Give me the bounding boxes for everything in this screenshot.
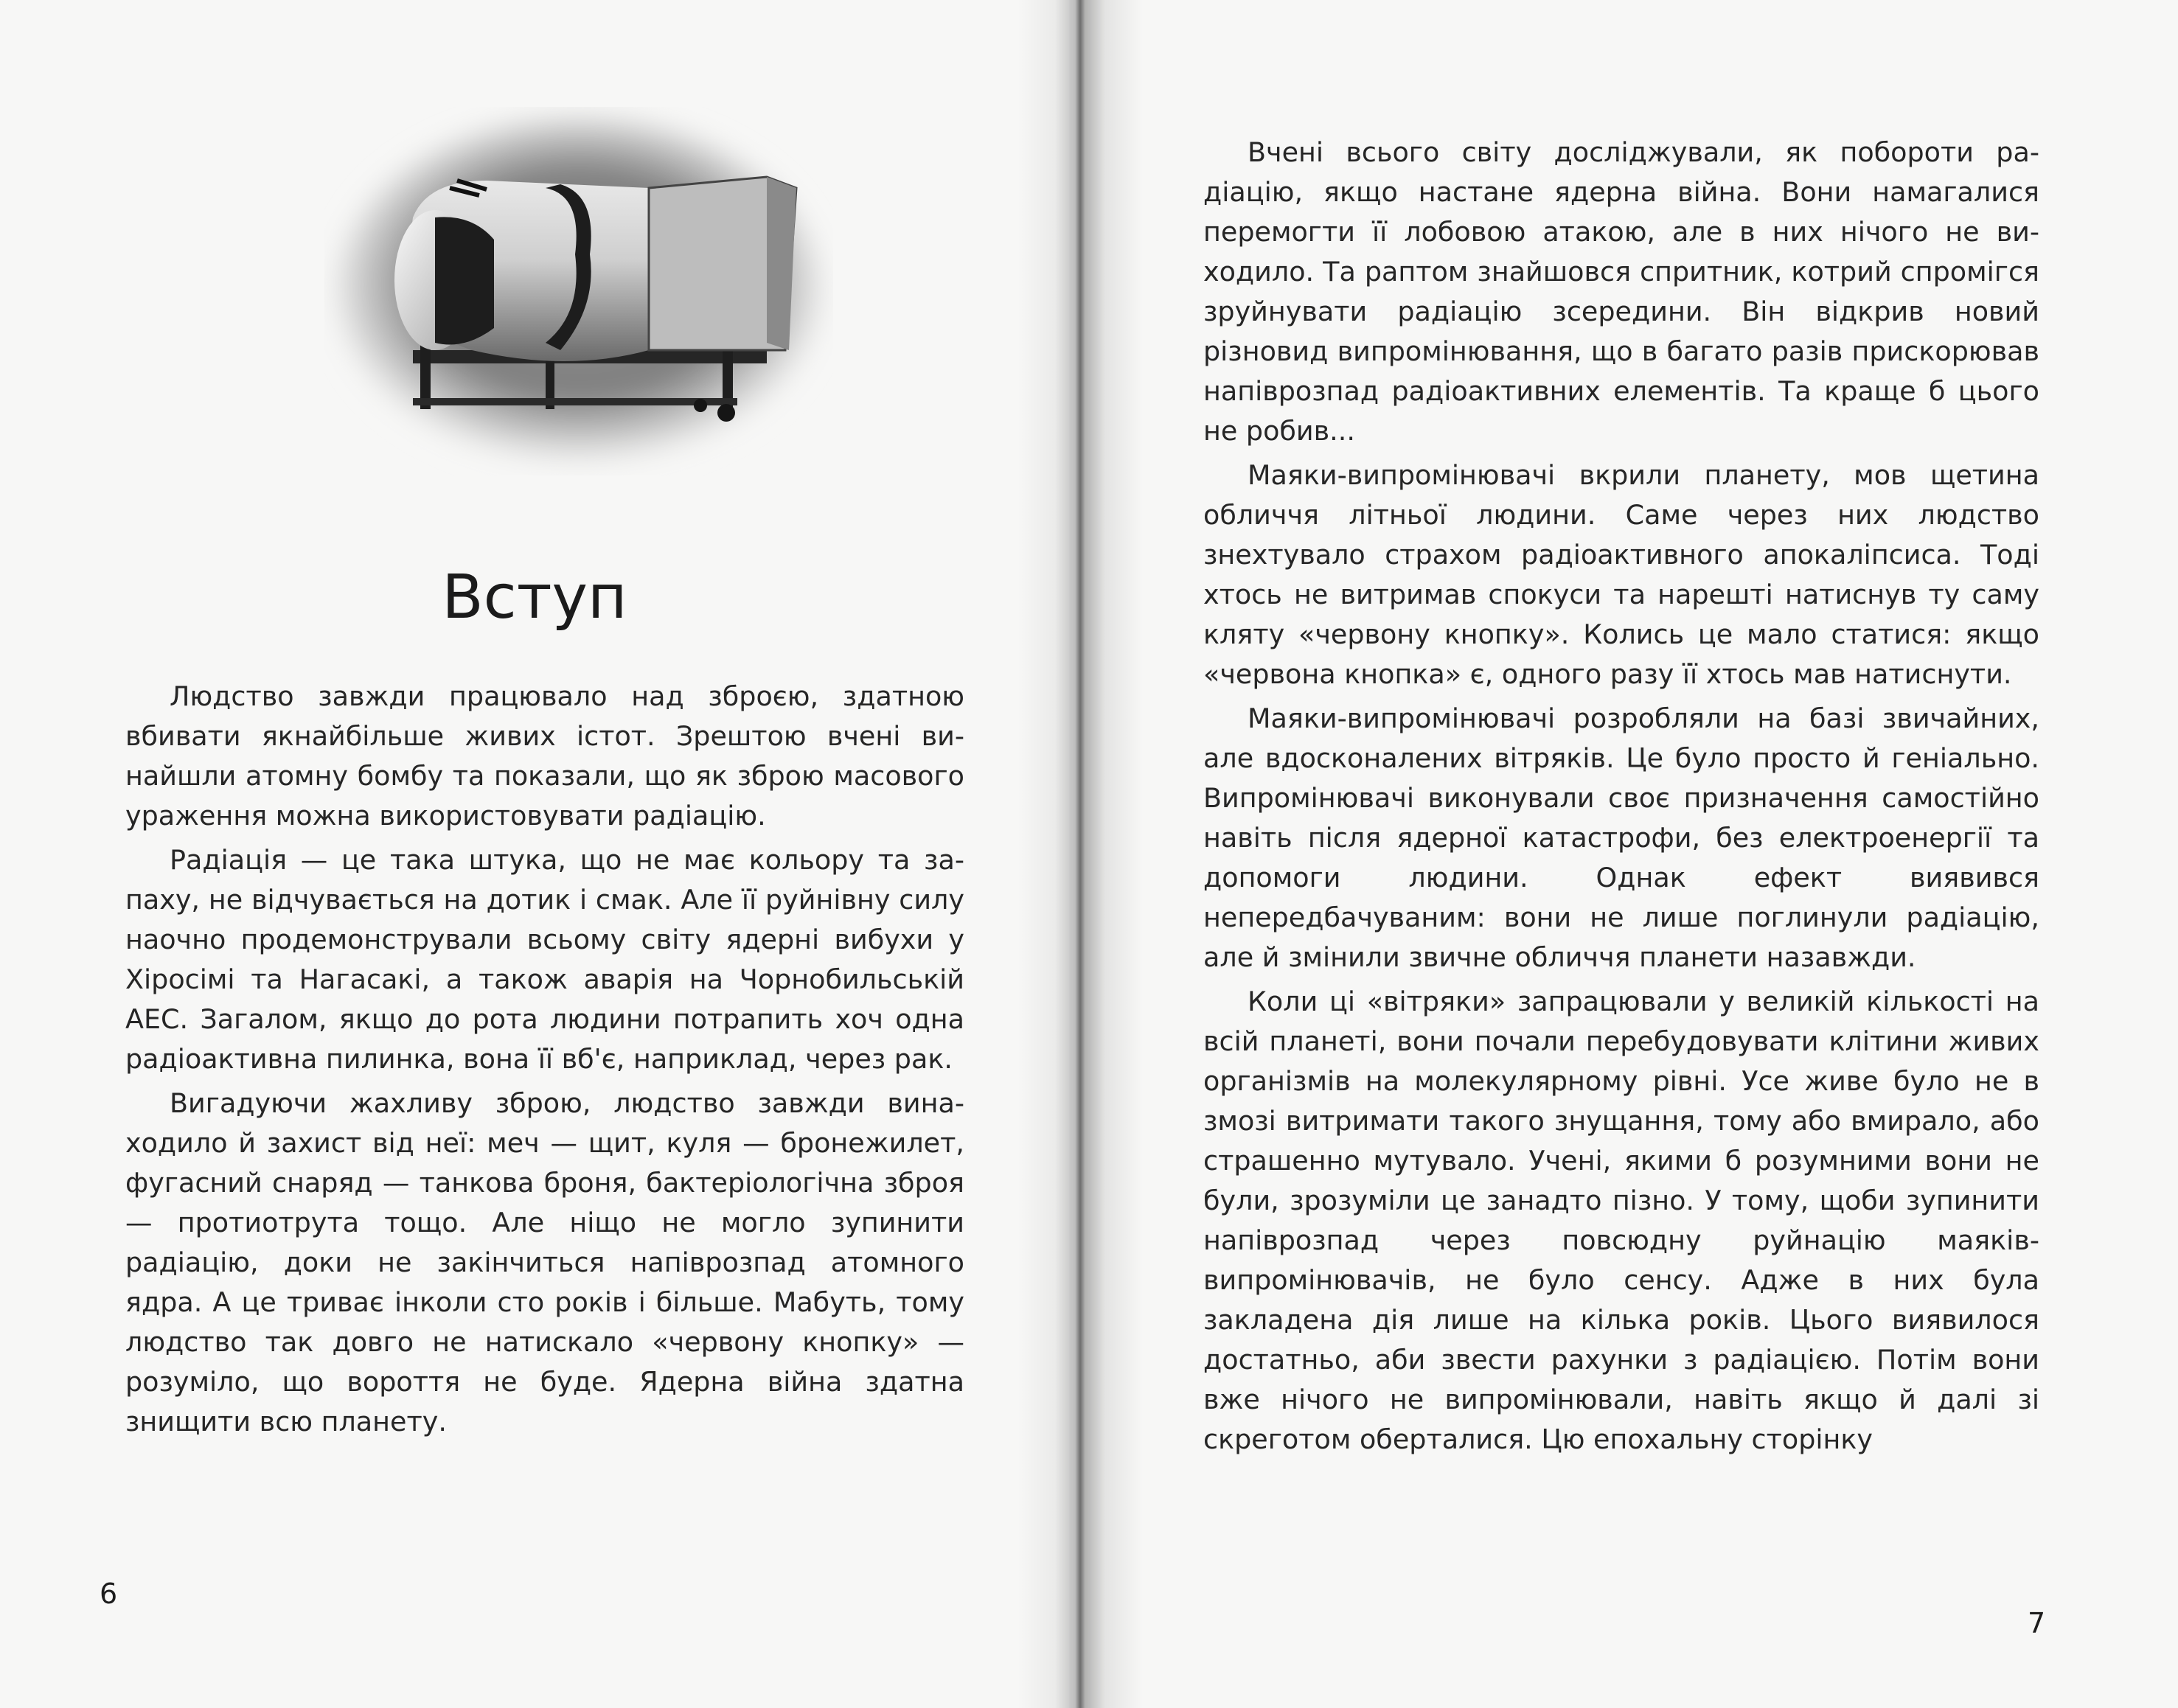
page-number-right: 7 bbox=[2028, 1607, 2046, 1639]
paragraph: Маяки-випромінювачі вкрили планету, мов щетина обличчя літньої людини. Саме через них людство знехтувало страхом радіоактивного апокаліпсиса. Тоді хтось не витримав спокуси та нарешті натиснув ту саму кляту «червону кнопку». Колись це мало статися: якщо «червона кнопка» є, одного разу її хтось мав натиснути. bbox=[1203, 459, 2039, 690]
right-body-text bbox=[1203, 133, 2039, 1464]
paragraph: Вигадуючи жахливу зброю, людство завжди винаходило й захист від неї: меч — щит, куля — бронежилет, фугасний снаряд — танкова броня, бактеріологічна зброя — протиотрута тощо. Але ніщо не могло зупинити радіацію, доки не закінчиться напіврозпад атомного ядра. А це триває інколи сто років і більше. Мабуть, тому людство так довго не натискало «червону кнопку» — розуміло, що вороття не буде. Ядерна війна здатна знищити всю планету. bbox=[125, 1087, 964, 1437]
chapter-title: Вступ bbox=[442, 562, 627, 632]
paragraph: Людство завжди працювало над зброєю, здатною вбивати якнайбільше живих істот. Зрештою вчені винайшли атомну бомбу та показали, що як зброю масового ураження можна використовувати радіацію. bbox=[125, 680, 964, 832]
left-body-text bbox=[125, 677, 964, 1446]
paragraph: Маяки-випромінювачі розробляли на базі звичайних, але вдосконалених вітряків. Це було просто й геніально. Випромінювачі виконували своє призначення самостійно навіть після ядерної катастрофи, без електроенергії та допомоги людини. Однак ефект виявився непередбачуваним: вони не лише поглинули радіацію, але й змінили звичне обличчя планети назавжди. bbox=[1203, 703, 2039, 973]
atomic-bomb-illustration bbox=[324, 107, 833, 475]
paragraph: Вчені всього світу досліджували, як побороти радіацію, якщо настане ядерна війна. Вони намагалися перемогти її лобовою атакою, але в них нічого не виходило. Та раптом знайшовся спритник, котрий спромігся зруйнувати радіацію зсередини. Він відкрив новий різновид випромінювання, що в багато разів прискорював напіврозпад радіоактивних елементів. Та краще б цього не робив... bbox=[1203, 136, 2039, 447]
paragraph: Радіація — це така штука, що не має кольору та запаху, не відчувається на дотик і смак. Але її руйнівну силу наочно продемонстрували всьому світу ядерні вибухи у Хіросімі та Нагасакі, а також аварія на Чорнобильській АЕС. Загалом, якщо до рота людини потрапить хоч одна радіоактивна пилинка, вона її вб'є, наприклад, через рак. bbox=[125, 844, 964, 1075]
paragraph: Коли ці «вітряки» запрацювали у великій кількості на всій планеті, вони почали перебудовувати клітини живих організмів на молекулярному рівні. Усе живе було не в змозі витримати такого знущання, тому або вмирало, або страшенно мутувало. Учені, якими б розумними вони не були, зрозуміли це занадто пізно. У тому, щоби зупинити напіврозпад через повсюдну руйнацію маяків-випромінювачів, не було сенсу. Адже в них була закладена дія лише на кілька років. Цього виявилося достатньо, аби звести рахунки з радіацією. Потім вони вже нічого не випромінювали, навіть якщо й далі зі скреготом оберталися. Цю епохальну сторінку bbox=[1203, 986, 2039, 1455]
left-page bbox=[0, 0, 1069, 1708]
page-number-left: 6 bbox=[100, 1578, 118, 1610]
